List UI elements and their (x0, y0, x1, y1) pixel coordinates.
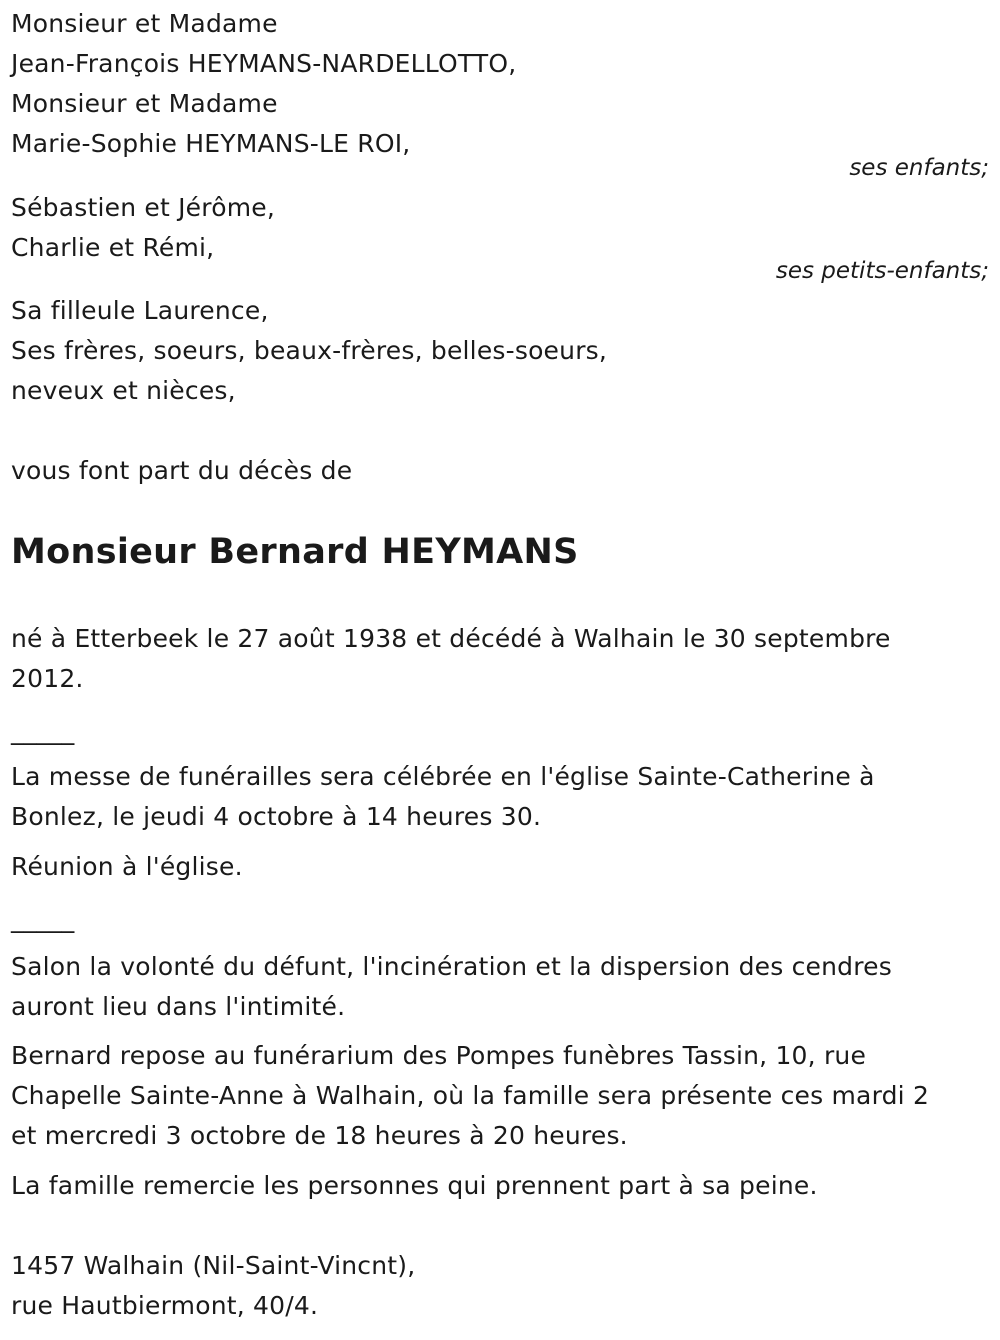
grandchildren-role: ses petits-enfants; (775, 258, 989, 284)
dates-line-2: 2012. (11, 664, 84, 693)
relative-line-2: Ses frères, soeurs, beaux-frères, belles-soeurs, (11, 336, 608, 365)
child-line-1: Monsieur et Madame (11, 9, 278, 38)
address-line-1: 1457 Walhain (Nil-Saint-Vincnt), (11, 1251, 416, 1280)
relative-line-1: Sa filleule Laurence, (11, 296, 269, 325)
deceased-name: Monsieur Bernard HEYMANS (11, 532, 579, 572)
child-line-3: Monsieur et Madame (11, 89, 278, 118)
cremation-line-2: auront lieu dans l'intimité. (11, 992, 346, 1021)
funerarium-line-2: Chapelle Sainte-Anne à Walhain, où la famille sera présente ces mardi 2 (11, 1081, 930, 1110)
children-role: ses enfants; (849, 155, 989, 181)
dates-line-1: né à Etterbeek le 27 août 1938 et décédé à Walhain le 30 septembre (11, 624, 891, 653)
relative-line-3: neveux et nièces, (11, 376, 236, 405)
child-line-2: Jean-François HEYMANS-NARDELLOTTO, (11, 49, 517, 78)
separator: _____ (11, 904, 75, 933)
funerarium-line-3: et mercredi 3 octobre de 18 heures à 20 heures. (11, 1121, 628, 1150)
funeral-line-2: Bonlez, le jeudi 4 octobre à 14 heures 30. (11, 802, 542, 831)
separator: _____ (11, 716, 75, 745)
cremation-line-1: Salon la volonté du défunt, l'incinération et la dispersion des cendres (11, 952, 892, 981)
grandchild-line-2: Charlie et Rémi, (11, 233, 215, 262)
grandchild-line-1: Sébastien et Jérôme, (11, 193, 275, 222)
funeral-line-1: La messe de funérailles sera célébrée en l'église Sainte-Catherine à (11, 762, 875, 791)
address-line-2: rue Hautbiermont, 40/4. (11, 1291, 319, 1320)
thanks-text: La famille remercie les personnes qui prennent part à sa peine. (11, 1171, 818, 1200)
announcement-text: vous font part du décès de (11, 456, 353, 485)
meeting-text: Réunion à l'église. (11, 852, 243, 881)
funerarium-line-1: Bernard repose au funérarium des Pompes funèbres Tassin, 10, rue (11, 1041, 867, 1070)
child-line-4: Marie-Sophie HEYMANS-LE ROI, (11, 129, 411, 158)
